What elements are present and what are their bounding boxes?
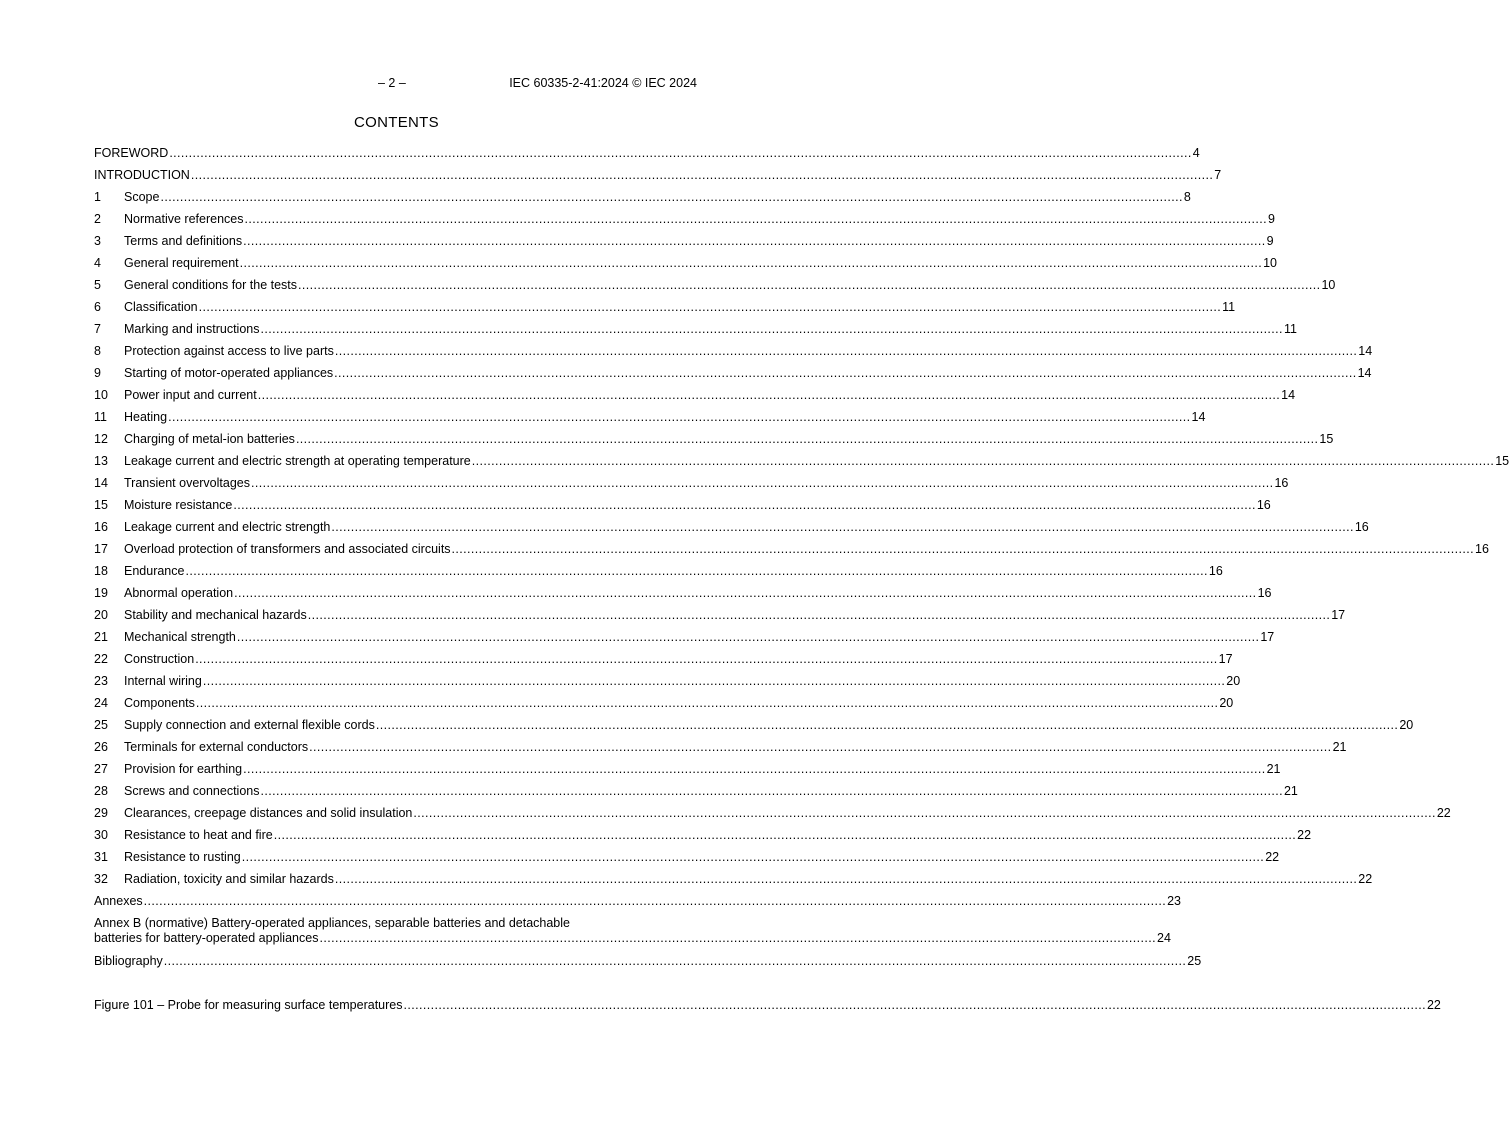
dot-leader (243, 762, 1265, 777)
toc-entry-clause-14[interactable] (94, 476, 1289, 498)
toc-entry-page: 9 (1266, 234, 1274, 248)
toc-entry-label: Transient overvoltages (124, 476, 250, 490)
toc-entry-clause-6[interactable] (94, 300, 1236, 322)
toc-entry-clause-7[interactable] (94, 322, 1297, 344)
toc-entry-number: 6 (94, 300, 101, 314)
toc-entry-page: 22 (1426, 998, 1441, 1012)
toc-entry-bibliography[interactable] (94, 954, 1202, 976)
toc-entry-label: Charging of metal-ion batteries (124, 432, 295, 446)
dot-leader (168, 410, 1190, 425)
toc-entry-annex-b[interactable] (94, 916, 1171, 954)
toc-entry-clause-21[interactable] (94, 630, 1275, 652)
dot-leader (185, 564, 1207, 579)
toc-entry-number: 27 (94, 762, 108, 776)
toc-entry-page: 25 (1187, 954, 1202, 968)
toc-entry-clause-11[interactable] (94, 410, 1206, 432)
toc-entry-page: 17 (1260, 630, 1275, 644)
toc-entry-foreword[interactable] (94, 146, 1200, 168)
toc-entry-number: 3 (94, 234, 101, 248)
dot-leader (196, 696, 1218, 711)
toc-entry-number: 12 (94, 432, 108, 446)
toc-entry-number: 11 (94, 410, 107, 424)
toc-entry-clause-16[interactable] (94, 520, 1369, 542)
toc-entry-label: Moisture resistance (124, 498, 233, 512)
toc-entry-page: 23 (1167, 894, 1182, 908)
toc-entry-label: Supply connection and external flexible cords (124, 718, 375, 732)
dot-leader (260, 322, 1282, 337)
dot-leader (203, 674, 1225, 689)
toc-entry-clause-10[interactable] (94, 388, 1296, 410)
toc-entry-clause-28[interactable] (94, 784, 1298, 806)
dot-leader (243, 234, 1265, 249)
toc-entry-page: 17 (1331, 608, 1346, 622)
toc-entry-label: Overload protection of transformers and associated circuits (124, 542, 451, 556)
toc-entry-number: 20 (94, 608, 108, 622)
toc-entry-number: 19 (94, 586, 108, 600)
toc-entry-label: Power input and current (124, 388, 257, 402)
toc-entry-label: Clearances, creepage distances and solid insulation (124, 806, 413, 820)
toc-entry-label: Provision for earthing (124, 762, 243, 776)
dot-leader (251, 476, 1273, 491)
toc-entry-number: 4 (94, 256, 101, 270)
toc-entry-page: 20 (1219, 696, 1234, 710)
toc-entry-clause-23[interactable] (94, 674, 1241, 696)
toc-entry-number: 31 (94, 850, 108, 864)
toc-entry-clause-5[interactable] (94, 278, 1336, 300)
toc-entry-clause-18[interactable] (94, 564, 1223, 586)
toc-entry-clause-27[interactable] (94, 762, 1281, 784)
toc-entry-page: 14 (1191, 410, 1206, 424)
toc-entry-page: 17 (1218, 652, 1233, 666)
dot-leader (404, 998, 1426, 1013)
toc-entry-page: 16 (1208, 564, 1223, 578)
dot-leader (237, 630, 1259, 645)
toc-entry-label: INTRODUCTION (94, 168, 190, 182)
toc-entry-number: 13 (94, 454, 108, 468)
toc-entry-clause-15[interactable] (94, 498, 1271, 520)
dot-leader (191, 168, 1213, 183)
toc-entry-page: 4 (1192, 146, 1200, 160)
toc-entry-clause-22[interactable] (94, 652, 1233, 674)
toc-entry-clause-12[interactable] (94, 432, 1334, 454)
toc-entry-page: 20 (1399, 718, 1414, 732)
document-reference: IEC 60335-2-41:2024 © IEC 2024 (509, 76, 697, 90)
toc-entry-label-line1: Annex B (normative) Battery-operated appliances, separable batteries and detachable (94, 916, 570, 930)
toc-entry-page: 8 (1183, 190, 1191, 204)
dot-leader (472, 454, 1494, 469)
toc-entry-page: 9 (1267, 212, 1275, 226)
toc-entry-page: 15 (1319, 432, 1334, 446)
toc-entry-label: Figure 101 – Probe for measuring surface temperatures (94, 998, 403, 1012)
toc-entry-page: 22 (1265, 850, 1280, 864)
toc-entry-page: 22 (1297, 828, 1312, 842)
toc-entry-label-line2: batteries for battery-operated appliances (94, 931, 319, 945)
toc-entry-label: Components (124, 696, 195, 710)
page-header (0, 76, 793, 92)
dot-leader (164, 954, 1186, 969)
dot-leader (308, 608, 1330, 623)
dot-leader (309, 740, 1331, 755)
toc-entry-clause-26[interactable] (94, 740, 1347, 762)
toc-entry-clause-9[interactable] (94, 366, 1372, 388)
toc-entry-label: Terms and definitions (124, 234, 243, 248)
toc-entry-page: 16 (1256, 498, 1271, 512)
toc-entry-page: 22 (1358, 872, 1373, 886)
toc-entry-page: 24 (1157, 931, 1171, 945)
toc-entry-number: 10 (94, 388, 108, 402)
toc-entry-label: Leakage current and electric strength (124, 520, 331, 534)
toc-entry-page: 10 (1321, 278, 1336, 292)
toc-entry-page: 11 (1283, 322, 1297, 336)
dot-leader (242, 850, 1264, 865)
dot-leader (234, 586, 1256, 601)
toc-entry-page: 16 (1475, 542, 1489, 556)
dot-leader (296, 432, 1318, 447)
toc-entry-clause-30[interactable] (94, 828, 1312, 850)
toc-entry-clause-25[interactable] (94, 718, 1414, 740)
toc-entry-clause-19[interactable] (94, 586, 1272, 608)
toc-entry-number: 5 (94, 278, 101, 292)
toc-entry-page: 14 (1281, 388, 1296, 402)
toc-entry-label: Resistance to rusting (124, 850, 241, 864)
dot-leader (195, 652, 1217, 667)
page-title: CONTENTS (354, 114, 439, 131)
table-of-contents (94, 146, 1509, 1020)
toc-entry-number: 14 (94, 476, 108, 490)
toc-entry-page: 10 (1263, 256, 1278, 270)
toc-entry-page: 16 (1257, 586, 1272, 600)
toc-entry-number: 32 (94, 872, 108, 886)
toc-entry-page: 16 (1274, 476, 1289, 490)
toc-entry-clause-8[interactable] (94, 344, 1373, 366)
toc-entry-number: 9 (94, 366, 101, 380)
toc-entry-number: 17 (94, 542, 108, 556)
clause-list (94, 190, 1509, 894)
toc-entry-label: General requirement (124, 256, 239, 270)
toc-entry-label: Leakage current and electric strength at operating temperature (124, 454, 471, 468)
toc-entry-introduction[interactable] (94, 168, 1222, 190)
toc-entry-number: 22 (94, 652, 108, 666)
dot-leader (335, 344, 1357, 359)
toc-entry-number: 16 (94, 520, 108, 534)
toc-entry-clause-29[interactable] (94, 806, 1451, 828)
dot-leader (240, 256, 1262, 271)
toc-entry-number: 30 (94, 828, 108, 842)
dot-leader (261, 784, 1283, 799)
toc-entry-clause-1[interactable] (94, 190, 1191, 212)
toc-entry-number: 26 (94, 740, 108, 754)
dot-leader (413, 806, 1435, 821)
toc-entry-figure-101[interactable] (94, 998, 1441, 1020)
dot-leader (169, 146, 1191, 161)
toc-entry-label: Scope (124, 190, 160, 204)
toc-entry-number: 8 (94, 344, 101, 358)
dot-leader (274, 828, 1296, 843)
toc-entry-clause-32[interactable] (94, 872, 1373, 894)
dot-leader (233, 498, 1255, 513)
toc-entry-label: Terminals for external conductors (124, 740, 309, 754)
toc-entry-label: Protection against access to live parts (124, 344, 334, 358)
dot-leader (376, 718, 1398, 733)
toc-entry-label: Abnormal operation (124, 586, 234, 600)
toc-entry-number: 21 (94, 630, 108, 644)
toc-entry-page: 11 (1222, 300, 1236, 314)
toc-entry-clause-24[interactable] (94, 696, 1234, 718)
dot-leader (452, 542, 1474, 557)
toc-entry-label: Screws and connections (124, 784, 260, 798)
dot-leader (331, 520, 1353, 535)
toc-entry-label: Internal wiring (124, 674, 202, 688)
toc-entry-number: 25 (94, 718, 108, 732)
toc-entry-clause-17[interactable] (94, 542, 1489, 564)
toc-entry-number: 1 (94, 190, 101, 204)
toc-entry-label: FOREWORD (94, 146, 169, 160)
toc-entry-clause-3[interactable] (94, 234, 1274, 256)
dot-leader (298, 278, 1320, 293)
toc-entry-number: 24 (94, 696, 108, 710)
toc-entry-label: Classification (124, 300, 198, 314)
toc-entry-label: Marking and instructions (124, 322, 260, 336)
toc-entry-number: 23 (94, 674, 108, 688)
toc-entry-clause-4[interactable] (94, 256, 1278, 278)
toc-entry-page: 20 (1226, 674, 1241, 688)
toc-entry-label: Construction (124, 652, 195, 666)
toc-entry-clause-31[interactable] (94, 850, 1280, 872)
toc-entry-label: Bibliography (94, 954, 163, 968)
toc-entry-label: Resistance to heat and fire (124, 828, 273, 842)
dot-leader (258, 388, 1280, 403)
dot-leader (160, 190, 1182, 205)
toc-entry-label: General conditions for the tests (124, 278, 298, 292)
dot-leader (335, 872, 1357, 887)
toc-entry-clause-13[interactable] (94, 454, 1509, 476)
toc-entry-clause-20[interactable] (94, 608, 1346, 630)
toc-entry-page: 22 (1436, 806, 1451, 820)
toc-entry-label: Stability and mechanical hazards (124, 608, 307, 622)
toc-entry-label: Endurance (124, 564, 185, 578)
toc-entry-page: 21 (1266, 762, 1281, 776)
toc-entry-label: Starting of motor-operated appliances (124, 366, 334, 380)
dot-leader (199, 300, 1221, 315)
toc-entry-page: 21 (1332, 740, 1347, 754)
dot-leader (334, 366, 1356, 381)
toc-entry-number: 18 (94, 564, 108, 578)
toc-entry-page: 14 (1357, 366, 1372, 380)
dot-leader (144, 894, 1166, 909)
toc-entry-number: 7 (94, 322, 101, 336)
toc-entry-page: 14 (1358, 344, 1373, 358)
toc-entry-label: Heating (124, 410, 168, 424)
toc-entry-label: Annexes (94, 894, 143, 908)
page-number: – 2 – (378, 76, 406, 90)
toc-entry-label: Radiation, toxicity and similar hazards (124, 872, 334, 886)
toc-entry-annexes[interactable] (94, 894, 1182, 916)
toc-entry-number: 15 (94, 498, 108, 512)
toc-entry-page: 21 (1283, 784, 1298, 798)
toc-entry-page: 16 (1354, 520, 1369, 534)
dot-leader (245, 212, 1267, 227)
toc-entry-page: 15 (1495, 454, 1509, 468)
toc-entry-number: 28 (94, 784, 108, 798)
toc-entry-clause-2[interactable] (94, 212, 1275, 234)
toc-entry-label: Mechanical strength (124, 630, 236, 644)
toc-entry-number: 2 (94, 212, 101, 226)
dot-leader: ........................................................................................................................................................................................................................ (319, 931, 1156, 945)
toc-entry-label: Normative references (124, 212, 244, 226)
toc-entry-number: 29 (94, 806, 108, 820)
section-spacer (94, 976, 698, 998)
toc-entry-page: 7 (1214, 168, 1222, 182)
